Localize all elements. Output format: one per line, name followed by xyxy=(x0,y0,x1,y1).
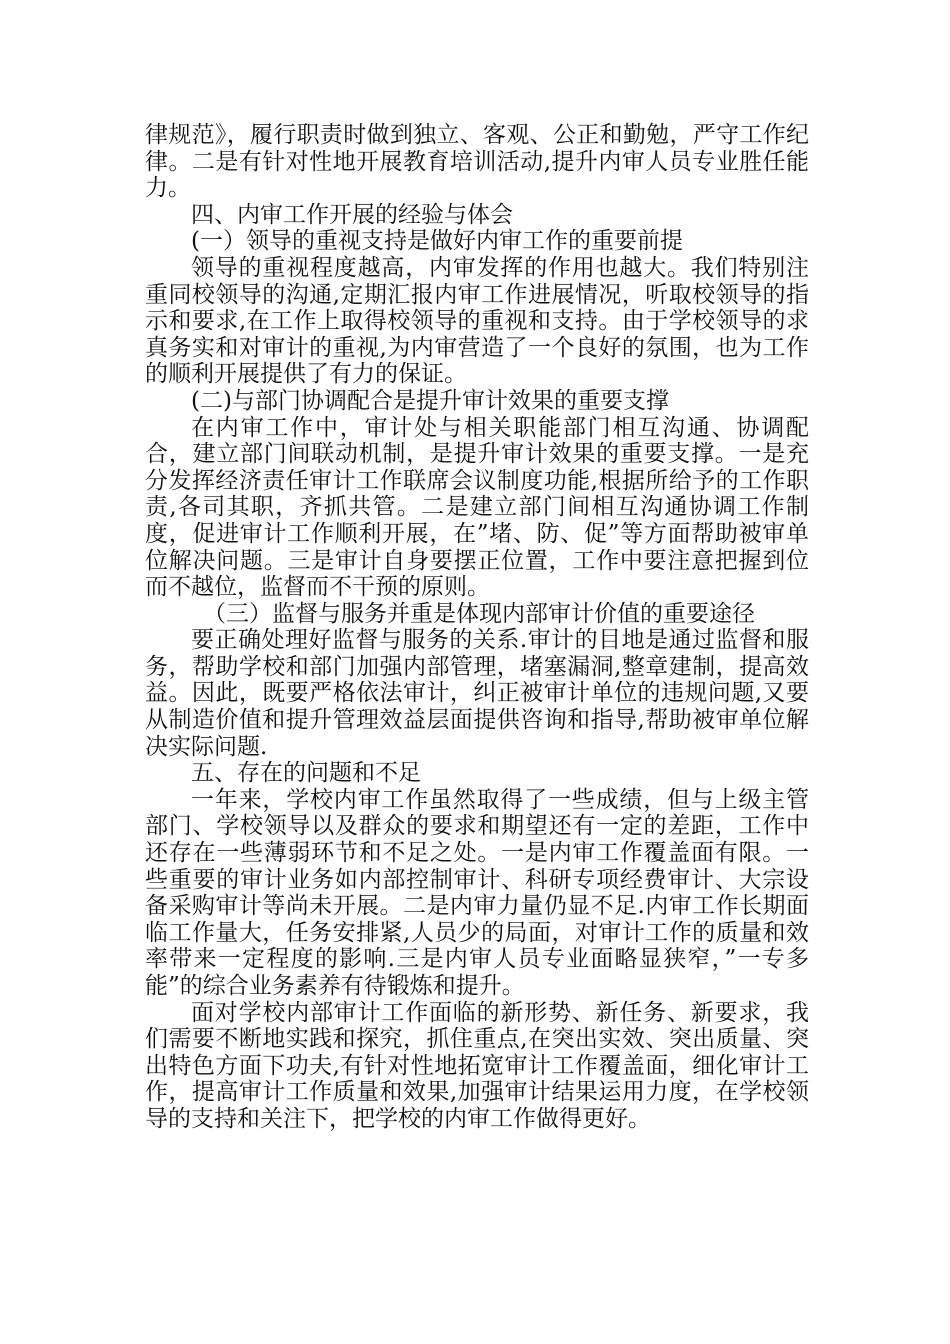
subsection-heading-4-2: (二)与部门协调配合是提升审计效果的重要支撑 xyxy=(191,387,669,414)
paragraph-body: 面对学校内部审计工作面临的新形势、新任务、新要求，我们需要不断地实践和探究，抓住重点,在突出实效、突出质量、突出特色方面下功夫,有针对性地拓宽审计工作覆盖面，细化审计工作，提高审计工作质量和效果,加强审计结果运用力度，在学校领导的支持和关注下，把学校的内审工作做得更好。 xyxy=(145,999,809,1132)
paragraph-body: 领导的重视程度越高，内审发挥的作用也越大。我们特别注重同校领导的沟通,定期汇报内审工作进展情况，听取校领导的指示和要求,在工作上取得校领导的重视和支持。由于学校领导的求真务实和对审计的重视,为内审营造了一个良好的氛围，也为工作的顺利开展提供了有力的保证。 xyxy=(145,254,809,388)
subsection-heading-4-1: (一）领导的重视支持是做好内审工作的重要前提 xyxy=(191,228,683,255)
subsection-heading-4-3: （三）监督与服务并重是体现内部审计价值的重要途径 xyxy=(203,600,755,627)
section-heading-5: 五、存在的问题和不足 xyxy=(191,760,421,787)
section-heading-4: 四、内审工作开展的经验与体会 xyxy=(191,201,513,228)
paragraph-continuation: 律规范》，履行职责时做到独立、客观、公正和勤勉，严守工作纪律。二是有针对性地开展教育培训活动,提升内审人员专业胜任能力。 xyxy=(145,122,809,202)
paragraph-body: 要正确处理好监督与服务的关系.审计的目地是通过监督和服务，帮助学校和部门加强内部管理，堵塞漏洞,整章建制，提高效益。因此，既要严格依法审计，纠正被审计单位的违规问题,又要从制造价值和提升管理效益层面提供咨询和指导,帮助被审单位解决实际问题. xyxy=(145,627,809,760)
document-page xyxy=(145,122,809,1133)
paragraph-body: 一年来，学校内审工作虽然取得了一些成绩，但与上级主管部门、学校领导以及群众的要求和期望还有一定的差距，工作中还存在一些薄弱环节和不足之处。一是内审工作覆盖面有限。一些重要的审计业务如内部控制审计、科研专项经费审计、大宗设备采购审计等尚未开展。二是内审力量仍显不足.内审工作长期面临工作量大，任务安排紧,人员少的局面，对审计工作的质量和效率带来一定程度的影响.三是内审人员专业面略显狭窄，”一专多能”的综合业务素养有待锻炼和提升。 xyxy=(145,786,809,999)
paragraph-body: 在内审工作中，审计处与相关职能部门相互沟通、协调配合，建立部门间联动机制，是提升审计效果的重要支撑。一是充分发挥经济责任审计工作联席会议制度功能,根据所给予的工作职责,各司其职，齐抓共管。二是建立部门间相互沟通协调工作制度，促进审计工作顺利开展，在”堵、防、促”等方面帮助被审单位解决问题。三是审计自身要摆正位置，工作中要注意把握到位而不越位，监督而不干预的原则。 xyxy=(145,414,809,601)
